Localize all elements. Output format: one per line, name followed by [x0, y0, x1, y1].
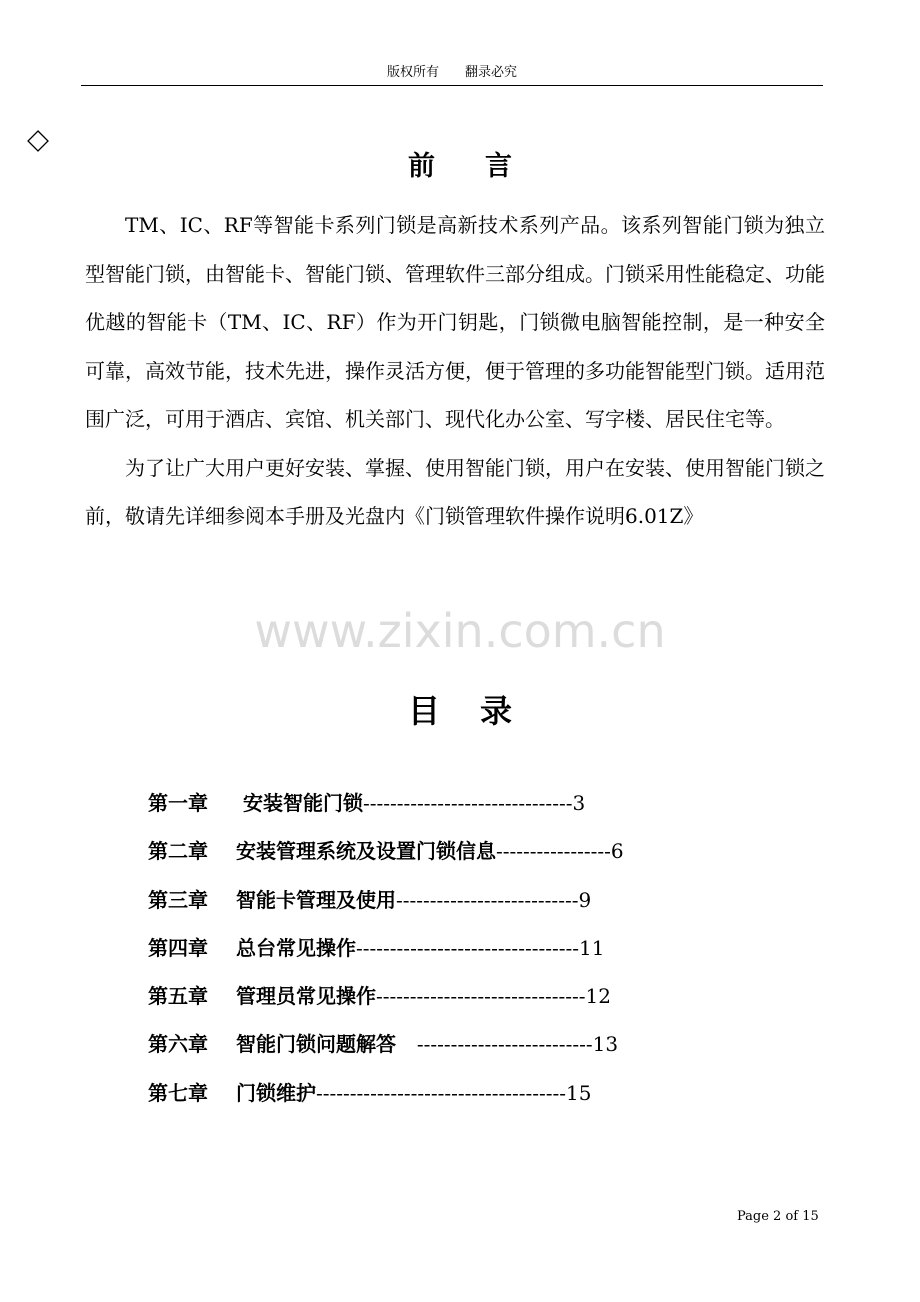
- toc-entry[interactable]: [148, 834, 768, 882]
- toc-entry[interactable]: [148, 1076, 768, 1124]
- foreword-paragraph-2: 为了让广大用户更好安装、掌握、使用智能门锁，用户在安装、使用智能门锁之前，敬请先详细参阅本手册及光盘内《门锁管理软件操作说明6.01Z》: [85, 455, 825, 528]
- toc-entry[interactable]: [148, 883, 768, 931]
- foreword-body: [85, 201, 825, 541]
- toc-page-number: 15: [566, 1080, 592, 1105]
- toc-entry-title: 总台常见操作: [236, 935, 356, 960]
- foreword-paragraph-1: TM、IC、RF等智能卡系列门锁是高新技术系列产品。该系列智能门锁为独立型智能门锁，由智能卡、智能门锁、管理软件三部分组成。门锁采用性能稳定、功能优越的智能卡（TM、IC、RF）作为开门钥匙，门锁微电脑智能控制，是一种安全可靠，高效节能，技术先进，操作灵活方便，便于管理的多功能智能型门锁。适用范围广泛，可用于酒店、宾馆、机关部门、现代化办公室、写字楼、居民住宅等。: [85, 213, 825, 431]
- toc-chapter: 第五章: [148, 984, 208, 1009]
- page-header: [81, 64, 823, 82]
- table-of-contents: [148, 786, 768, 1124]
- toc-entry-title: 安装管理系统及设置门锁信息: [236, 839, 496, 864]
- watermark: www.zixin.com.cn: [254, 604, 666, 658]
- toc-page-number: 6: [610, 839, 624, 864]
- toc-leader: -------------------------------: [376, 984, 586, 1009]
- toc-entry-title: 门锁维护: [236, 1080, 316, 1105]
- toc-chapter: 第三章: [148, 887, 208, 912]
- toc-entry-title: 管理员常见操作: [236, 984, 376, 1009]
- toc-leader: -----------------: [496, 839, 611, 864]
- foreword-title: [0, 144, 920, 183]
- toc-page-number: 9: [578, 887, 592, 912]
- toc-entry[interactable]: [148, 786, 768, 834]
- toc-entry-title: 安装智能门锁: [236, 791, 363, 815]
- header-copyright: 版权所有: [386, 65, 439, 80]
- toc-leader: -------------------------------------: [316, 1080, 567, 1105]
- header-divider: [81, 85, 823, 86]
- toc-chapter: 第七章: [148, 1080, 208, 1105]
- page-number-footer: Page 2 of 15: [737, 1209, 819, 1224]
- foreword-title-char-2: 言: [485, 151, 512, 182]
- foreword-title-char-1: 前: [408, 151, 435, 182]
- toc-title: [0, 686, 920, 732]
- toc-leader: --------------------------: [416, 1032, 593, 1057]
- toc-entry-title: 智能卡管理及使用: [236, 887, 396, 912]
- toc-chapter: 第二章: [148, 839, 208, 864]
- toc-leader: ---------------------------: [396, 887, 579, 912]
- toc-page-number: 13: [592, 1032, 619, 1057]
- toc-leader: ---------------------------------: [356, 935, 580, 960]
- toc-entry-title: 智能门锁问题解答: [236, 1032, 417, 1057]
- toc-title-char-2: 录: [480, 692, 513, 730]
- toc-page-number: 11: [579, 935, 605, 960]
- toc-leader: -------------------------------: [362, 791, 573, 815]
- header-no-copy: 翻录必究: [465, 65, 518, 80]
- toc-title-char-1: 目: [407, 692, 440, 730]
- toc-page-number: 12: [585, 984, 611, 1009]
- toc-chapter: 第四章: [148, 935, 208, 960]
- toc-page-number: 3: [572, 791, 586, 815]
- toc-chapter: 第一章: [148, 791, 208, 815]
- toc-entry[interactable]: [148, 979, 768, 1027]
- toc-entry[interactable]: [148, 931, 768, 979]
- toc-chapter: 第六章: [148, 1032, 208, 1057]
- toc-entry[interactable]: [148, 1027, 768, 1075]
